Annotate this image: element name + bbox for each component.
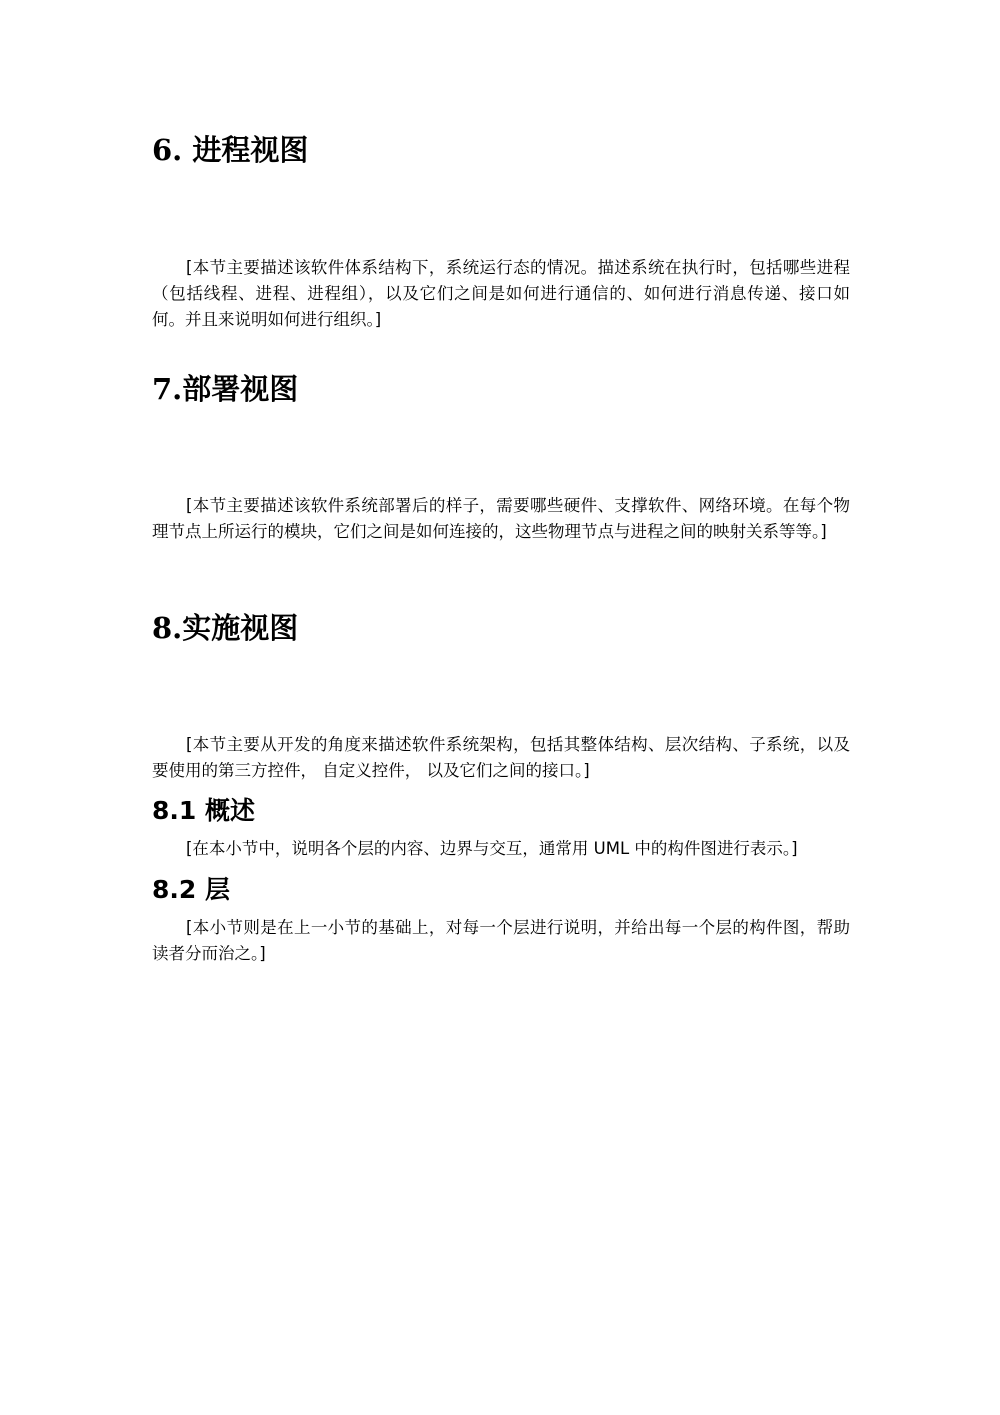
section-6-heading: 6. 进程视图 (152, 133, 309, 167)
subsection-8-2-heading: 8.2 层 (152, 875, 230, 904)
section-7-body: [本节主要描述该软件系统部署后的样子，需要哪些硬件、支撑软件、网络环境。在每个物理节点上所运行的模块，它们之间是如何连接的，这些物理节点与进程之间的映射关系等等。] (152, 496, 850, 541)
section-8-heading: 8.实施视图 (152, 611, 299, 645)
subsection-8-1-heading: 8.1 概述 (152, 796, 255, 825)
section-7-heading: 7.部署视图 (152, 372, 299, 406)
subsection-8-2-body: [本小节则是在上一小节的基础上，对每一个层进行说明，并给出每一个层的构件图，帮助读者分而治之。] (152, 918, 850, 963)
subsection-8-1-body: [在本小节中，说明各个层的内容、边界与交互，通常用 UML 中的构件图进行表示。] (186, 839, 798, 858)
section-6-body: [本节主要描述该软件体系结构下，系统运行态的情况。描述系统在执行时，包括哪些进程（包括线程、进程、进程组），以及它们之间是如何进行通信的、如何进行消息传递、接口如何。并且来说明如何进行组织。] (152, 258, 850, 329)
section-8-body: [本节主要从开发的角度来描述软件系统架构，包括其整体结构、层次结构、子系统，以及要使用的第三方控件， 自定义控件， 以及它们之间的接口。] (152, 735, 850, 780)
